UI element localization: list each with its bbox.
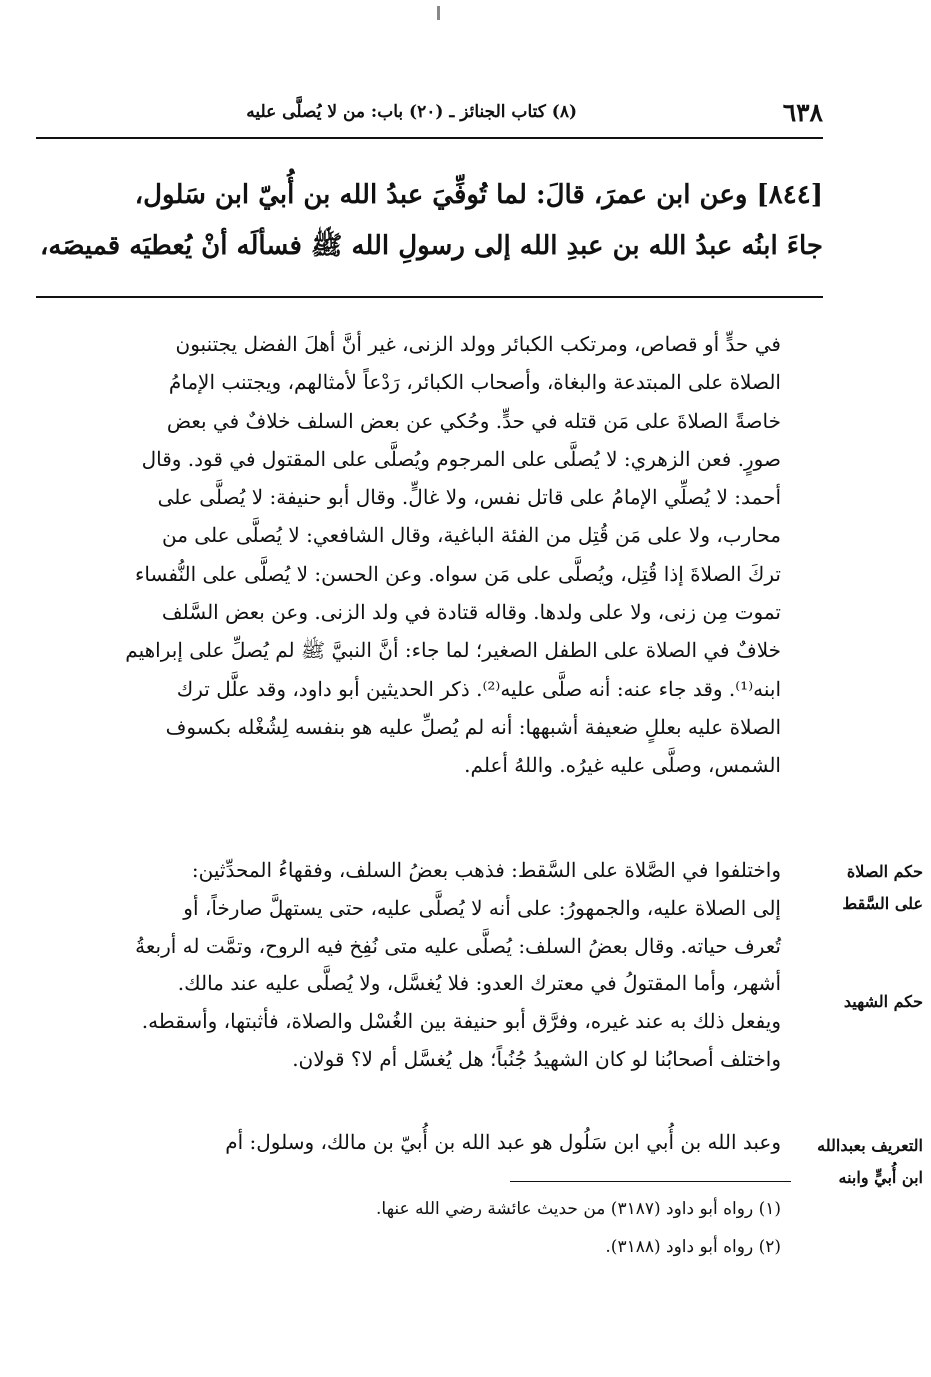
commentary-line: تركَ الصلاةَ إذا قُتِل، ويُصلَّى على مَن سواه. وعن الحسن: لا يُصلَّى على النُّفساء [134, 561, 781, 586]
page-header [36, 98, 823, 132]
scan-mark [437, 6, 440, 20]
footnote: (٢) رواه أبو داود (٣١٨٨). [605, 1237, 781, 1257]
margin-note-line: حكم الصلاة [846, 862, 923, 881]
commentary-line: صورٍ. فعن الزهري: لا يُصلَّى على المرجوم ويُصلَّى على المقتول في قود. وقال [141, 446, 781, 471]
commentary-line: الصلاة عليه بعللٍ ضعيفة أشبهها: أنه لم يُصلِّ عليه هو بنفسه لِشُغْله بكسوف [165, 714, 781, 739]
hadith-line: [٨٤٤] وعن ابن عمرَ، قالَ: لما تُوفِّيَ عبدُ الله بن أُبيّ ابن سَلول، [134, 180, 823, 210]
margin-note-tarif [793, 1130, 923, 1194]
section-line: واختلفوا في الصَّلاة على السَّقط: فذهب بعضُ السلف، وفقهاءُ المحدِّثين: [191, 858, 781, 882]
section-line: وعبد الله بن أُبي ابن سَلُول هو عبد الله بن أُبيّ بن مالك، وسلول: أم [225, 1130, 781, 1154]
section-divider [36, 296, 823, 298]
section-line: أشهر، وأما المقتولُ في معترك العدو: فلا يُغسَّل، ولا يُصلَّى عليه عند مالك. [177, 971, 781, 996]
commentary-line: أحمد: لا يُصلِّي الإمامُ على قاتل نفس، ولا غالٍّ. وقال أبو حنيفة: لا يُصلَّى على [157, 485, 781, 510]
section-tarif [36, 1124, 781, 1162]
section-line: إلى الصلاة عليه، والجمهورُ: على أنه لا يُصلَّى عليه، حتى يستهلَّ صارخاً، أو [183, 895, 781, 920]
commentary-line: تموت مِن زنى، ولا على ولدها. وقاله قتادة في ولد الزنى. وعن بعض السَّلف [161, 600, 781, 625]
commentary-line: خاصةً الصلاةَ على مَن قتله في حدٍّ. وحُكي عن بعض السلف خلافٌ في بعض [166, 408, 781, 433]
running-title: (٨) كتاب الجنائز ـ (٢٠) باب: من لا يُصلَّى عليه [246, 102, 577, 122]
commentary-block [36, 325, 781, 785]
footnote: (١) رواه أبو داود (٣١٨٧) من حديث عائشة رضي الله عنها. [375, 1199, 781, 1219]
page-number: ٦٣٨ [782, 98, 823, 127]
hadith-line: جاءَ ابنُه عبدُ الله بن عبدِ الله إلى رسولِ الله ﷺ فسألَه أنْ يُعطيَه قميصَه، [40, 231, 823, 261]
margin-note-salat-saqt [793, 856, 923, 920]
footnote-rule [510, 1181, 791, 1182]
commentary-line: خلافٌ في الصلاة على الطفل الصغير؛ لما جاء: أنَّ النبيَّ ﷺ لم يُصلِّ على إبراهيم [125, 638, 781, 663]
margin-note-shahid [793, 986, 923, 1018]
section-salat-saqt [36, 852, 781, 1079]
margin-note-line: التعريف بعبدالله [817, 1136, 923, 1155]
margin-note-line: حكم الشهيد [843, 992, 923, 1011]
footnotes [180, 1190, 781, 1266]
margin-note-line: ابن أُبيٍّ وابنه [838, 1168, 923, 1187]
margin-note-line: على السَّقط [842, 894, 923, 913]
commentary-line: في حدٍّ أو قصاص، ومرتكب الكبائر وولد الزنى، غير أنَّ أهلَ الفضل يجتنبون [175, 332, 781, 356]
section-line: تُعرف حياته. وقال بعضُ السلف: يُصلَّى عليه متى نُفِخ فيه الروح، وتمَّت له أربعةُ [135, 933, 781, 958]
commentary-line: الشمس، وصلَّى عليه غيرُه. واللهُ أعلم. [464, 753, 781, 778]
header-rule [36, 137, 823, 139]
commentary-line: ابنه⁽¹⁾. وقد جاء عنه: أنه صلَّى عليه⁽²⁾. ذكر الحديثين أبو داود، وقد علَّل ترك [176, 676, 781, 701]
commentary-line: محارب، ولا على مَن قُتِل من الفئة الباغية، وقال الشافعي: لا يُصلَّى على من [161, 523, 781, 548]
hadith-text [36, 170, 823, 272]
commentary-line: الصلاة على المبتدعة والبغاة، وأصحاب الكبائر، رَدْعاً لأمثالهم، ويجتنب الإمامُ [168, 370, 781, 395]
section-line: واختلف أصحابُنا لو كان الشهيدُ جُنُباً؛ هل يُغسَّل أم لا؟ قولان. [292, 1046, 781, 1071]
section-line: ويفعل ذلك به عند غيره، وفرَّق أبو حنيفة بين الغُسْل والصلاة، فأثبتها، وأسقطه. [141, 1009, 781, 1034]
